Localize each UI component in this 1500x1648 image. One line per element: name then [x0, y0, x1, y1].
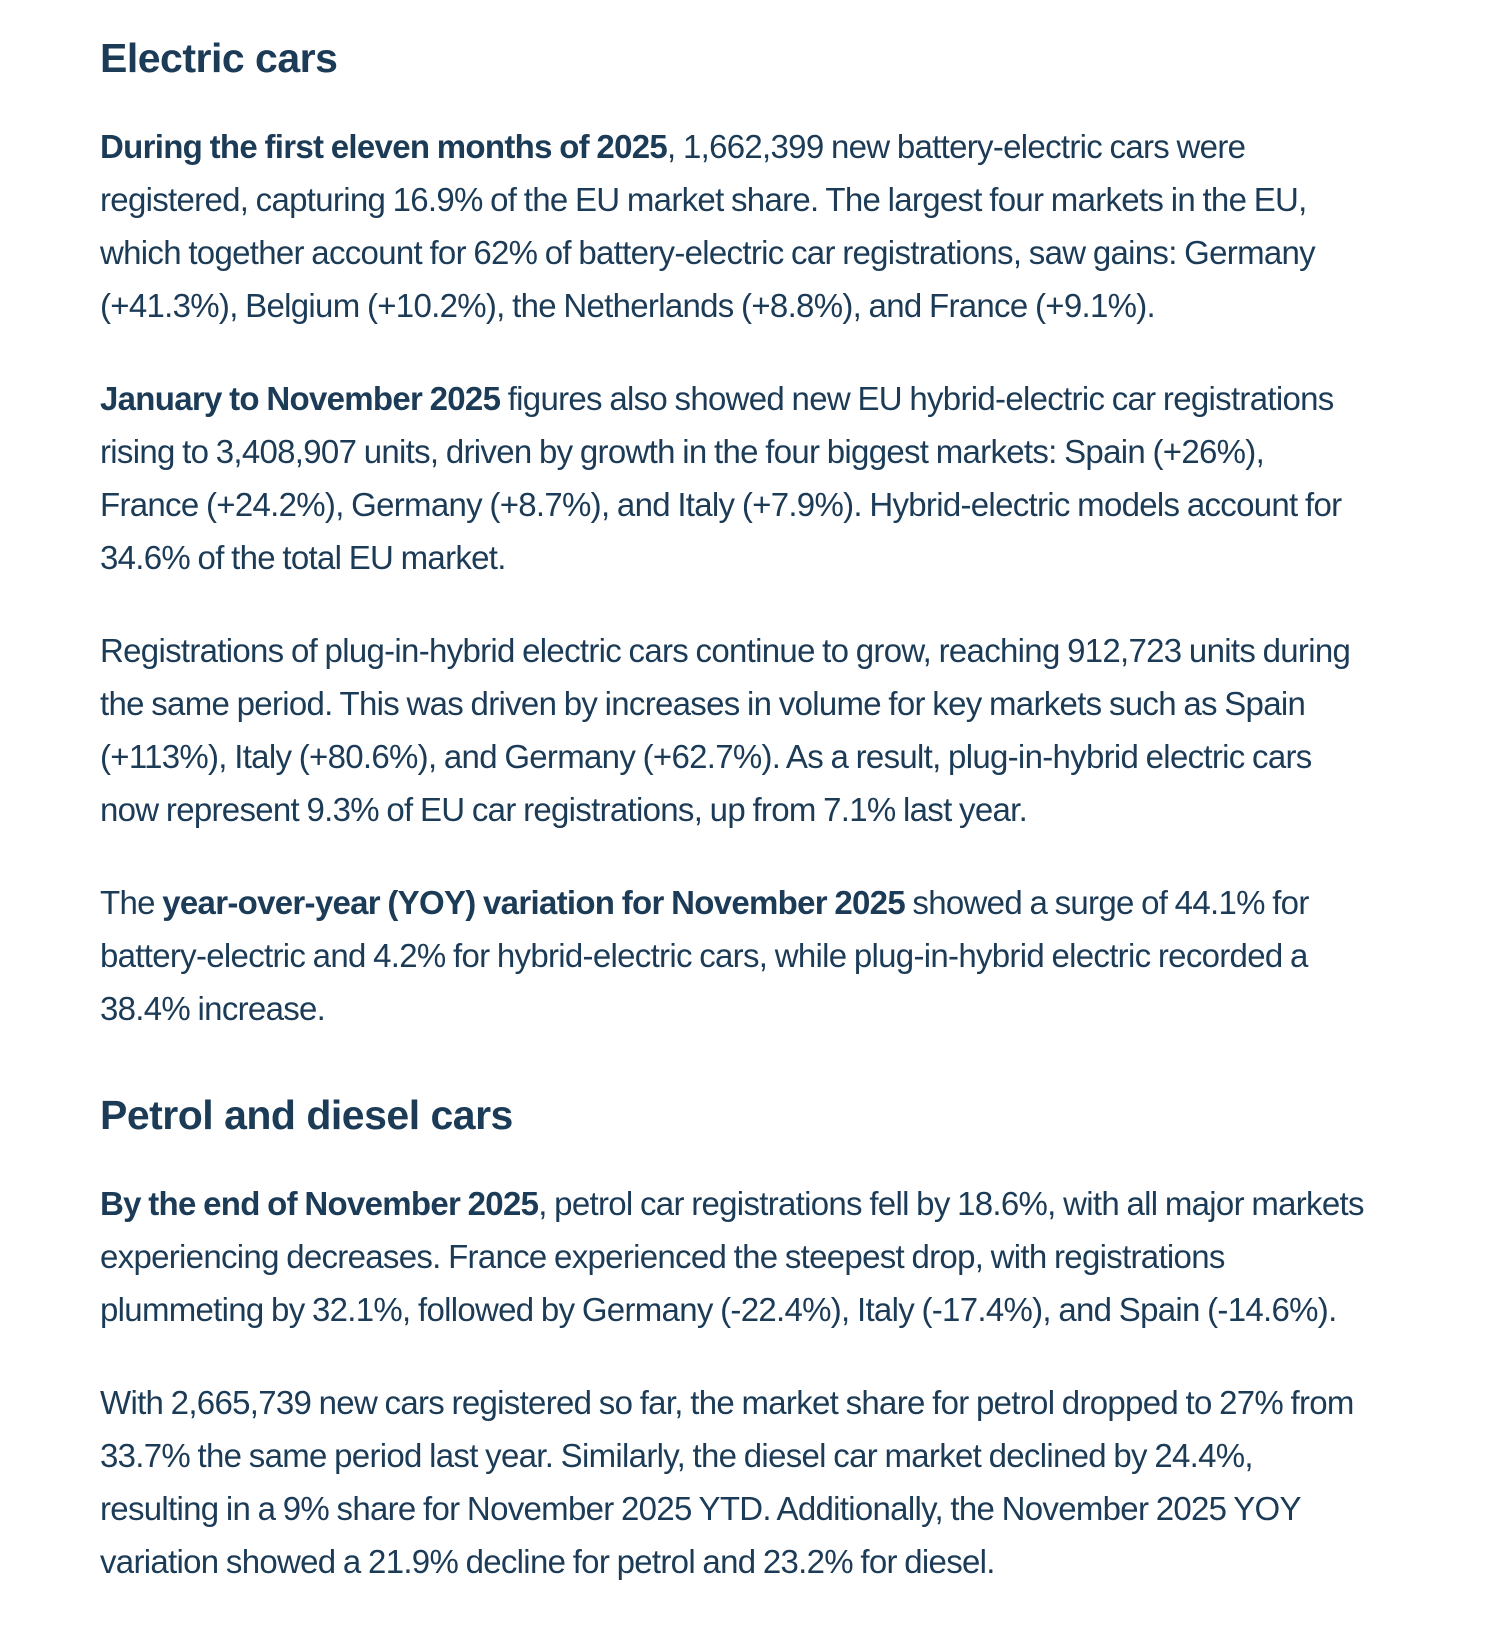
- petrol-diesel-heading: Petrol and diesel cars: [100, 1092, 513, 1138]
- text-segment: figures also showed new EU hybrid-electric car registrations rising to 3,408,907 units, driven by growth in the four biggest markets: Spain (+26%), France (+24.2%), Germany (+8.7%), and Italy (+7.9%). Hybrid-electric models account for 34.6% of the total EU market.: [100, 380, 1342, 576]
- bold-text-segment: During the first eleven months of 2025: [100, 128, 668, 165]
- section-petrol-diesel-cars: [100, 1091, 1370, 1588]
- text-segment: Registrations of plug-in-hybrid electric cars continue to grow, reaching 912,723 units during the same period. This was driven by increases in volume for key markets such as Spain (+113%), Italy (+80.6%), and Germany (+62.7%). As a result, plug-in-hybrid electric cars now represent 9.3% of EU car registrations, up from 7.1% last year.: [100, 632, 1351, 828]
- bold-text-segment: By the end of November 2025: [100, 1185, 539, 1222]
- bold-text-segment: January to November 2025: [100, 380, 501, 417]
- paragraph-phev-registrations: [100, 624, 1370, 836]
- bold-text-segment: year-over-year (YOY) variation for November 2025: [162, 884, 905, 921]
- paragraph-bev-registrations: [100, 120, 1370, 332]
- text-segment: showed a surge of 44.1% for battery-electric and 4.2% for hybrid-electric cars, while plug-in-hybrid electric recorded a 38.4% increase.: [100, 884, 1309, 1027]
- paragraph-hybrid-registrations: [100, 372, 1370, 584]
- text-segment: With 2,665,739 new cars registered so far, the market share for petrol dropped to 27% from 33.7% the same period last year. Similarly, the diesel car market declined by 24.4%, resulting in a 9% share for November 2025 YTD. Additionally, the November 2025 YOY variation showed a 21.9% decline for petrol and 23.2% for diesel.: [100, 1384, 1354, 1580]
- paragraph-petrol-decline: [100, 1177, 1370, 1336]
- paragraph-market-share: [100, 1376, 1370, 1588]
- paragraph-yoy-variation: [100, 876, 1370, 1035]
- electric-cars-heading: Electric cars: [100, 35, 338, 81]
- text-segment: , petrol car registrations fell by 18.6%, with all major markets experiencing decreases. France experienced the steepest drop, with registrations plummeting by 32.1%, followed by Germany (-22.4%), Italy (-17.4%), and Spain (-14.6%).: [100, 1185, 1364, 1328]
- section-electric-cars: [100, 34, 1370, 1035]
- text-segment: , 1,662,399 new battery-electric cars were registered, capturing 16.9% of the EU market share. The largest four markets in the EU, which together account for 62% of battery-electric car registrations, saw gains: Germany (+41.3%), Belgium (+10.2%), the Netherlands (+8.8%), and France (+9.1%).: [100, 128, 1315, 324]
- text-segment: The: [100, 884, 163, 921]
